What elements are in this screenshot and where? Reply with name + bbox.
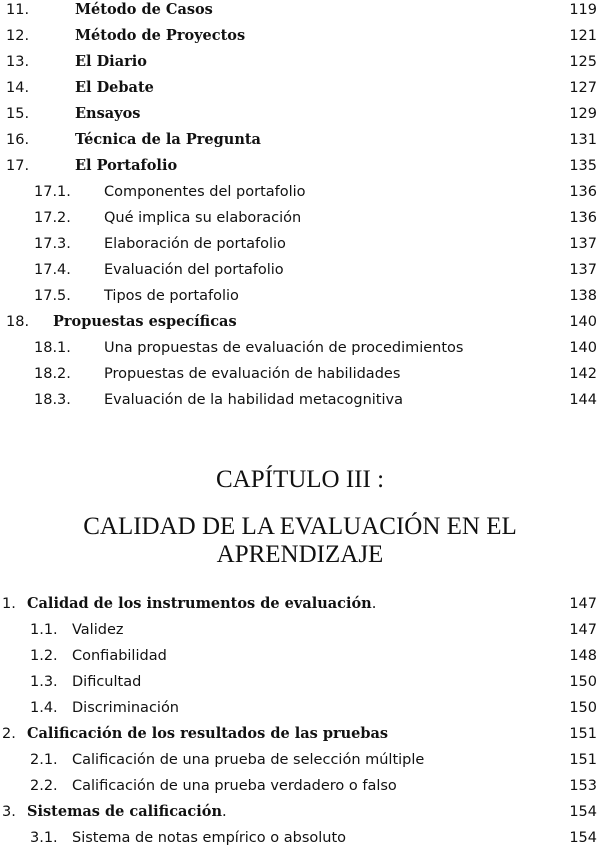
toc-title: Calificación de los resultados de las pruebas: [27, 725, 389, 742]
toc-page: 135: [569, 158, 597, 174]
toc-number: 16.: [6, 132, 30, 148]
toc-title: Propuestas específicas: [53, 313, 237, 330]
toc-title: [27, 799, 227, 825]
toc-number: 13.: [6, 54, 30, 70]
toc-page: 119: [569, 2, 597, 18]
toc-title: Evaluación de la habilidad metacognitiva: [104, 392, 403, 408]
toc-page: 131: [569, 132, 597, 148]
toc-row[interactable]: [0, 257, 600, 283]
toc-row[interactable]: [0, 695, 600, 721]
toc-title: Método de Proyectos: [75, 27, 246, 44]
toc-title: Propuestas de evaluación de habilidades: [104, 366, 401, 382]
toc-number: 17.1.: [34, 184, 71, 200]
toc-page: 147: [569, 622, 597, 638]
toc-row[interactable]: [0, 49, 600, 75]
toc-number: 17.4.: [34, 262, 71, 278]
toc-page: 137: [569, 262, 597, 278]
toc-title: Qué implica su elaboración: [104, 210, 302, 226]
toc-row[interactable]: [0, 617, 600, 643]
toc-page: 137: [569, 236, 597, 252]
toc-number: 2.1.: [30, 752, 58, 768]
toc-row[interactable]: [0, 643, 600, 669]
toc-number: 2.2.: [30, 778, 58, 794]
toc-row[interactable]: [0, 335, 600, 361]
toc-row[interactable]: [0, 361, 600, 387]
toc-number: 1.4.: [30, 700, 58, 716]
chapter-title-line: APRENDIZAJE: [216, 541, 384, 568]
toc-row[interactable]: [0, 205, 600, 231]
toc-title: Confiabilidad: [72, 648, 167, 664]
toc-row[interactable]: [0, 153, 600, 179]
toc-row[interactable]: [0, 75, 600, 101]
toc-number: 18.1.: [34, 340, 71, 356]
toc-page: 142: [569, 366, 597, 382]
toc-title: Validez: [72, 622, 124, 638]
toc-page: 125: [569, 54, 597, 70]
toc-row[interactable]: [0, 0, 600, 23]
toc-row[interactable]: [0, 747, 600, 773]
toc-title: El Diario: [75, 53, 147, 70]
toc-row[interactable]: [0, 387, 600, 413]
toc-title: Ensayos: [75, 105, 141, 122]
toc-title-suffix: .: [371, 596, 377, 612]
toc-number: 18.3.: [34, 392, 71, 408]
toc-number: 17.: [6, 158, 30, 174]
toc-row[interactable]: [0, 669, 600, 695]
toc-page: 136: [569, 184, 597, 200]
toc-page: 121: [569, 28, 597, 44]
chapter-label: CAPÍTULO III :: [215, 466, 385, 493]
toc-row[interactable]: [0, 101, 600, 127]
toc-title: El Portafolio: [75, 157, 178, 174]
toc-page: 150: [569, 700, 597, 716]
toc-title: [27, 591, 376, 617]
toc-row[interactable]: [0, 179, 600, 205]
toc-row[interactable]: [0, 799, 600, 825]
toc-page: 154: [569, 804, 597, 820]
toc-title: Calificación de una prueba verdadero o falso: [72, 778, 397, 794]
toc-number: 18.2.: [34, 366, 71, 382]
toc-row[interactable]: [0, 825, 600, 851]
toc-number: 17.2.: [34, 210, 71, 226]
toc-number: 15.: [6, 106, 30, 122]
toc-title: Técnica de la Pregunta: [75, 131, 261, 148]
toc-row[interactable]: [0, 309, 600, 335]
toc-page: 138: [569, 288, 597, 304]
toc-number: 1.2.: [30, 648, 58, 664]
toc-page: 147: [569, 596, 597, 612]
toc-title: Calificación de una prueba de selección múltiple: [72, 752, 425, 768]
toc-page: 150: [569, 674, 597, 690]
toc-title-text: Calidad de los instrumentos de evaluación: [27, 595, 372, 612]
toc-page: 148: [569, 648, 597, 664]
toc-page: 140: [569, 340, 597, 356]
toc-page: 127: [569, 80, 597, 96]
toc-number: 2.: [2, 726, 16, 742]
toc-page: 151: [569, 726, 597, 742]
toc-number: 17.5.: [34, 288, 71, 304]
toc-number: 14.: [6, 80, 30, 96]
toc-title-suffix: .: [222, 804, 227, 820]
toc-row[interactable]: [0, 721, 600, 747]
toc-row[interactable]: [0, 283, 600, 309]
toc-row[interactable]: [0, 231, 600, 257]
toc-title-text: Sistemas de calificación: [27, 803, 222, 820]
toc-number: 1.: [2, 596, 16, 612]
toc-page: 129: [569, 106, 597, 122]
toc-page: 136: [569, 210, 597, 226]
toc-row[interactable]: [0, 591, 600, 617]
toc-page: 153: [569, 778, 597, 794]
toc-number: 1.3.: [30, 674, 58, 690]
toc-number: 3.: [2, 804, 16, 820]
toc-title: El Debate: [75, 79, 154, 96]
toc-number: 11.: [6, 2, 30, 18]
toc-page: 151: [569, 752, 597, 768]
toc-row[interactable]: [0, 23, 600, 49]
toc-title: Evaluación del portafolio: [104, 262, 284, 278]
chapter-title: [0, 513, 600, 569]
toc-number: 3.1.: [30, 830, 58, 846]
chapter-title-line: CALIDAD DE LA EVALUACIÓN EN EL: [83, 513, 517, 540]
toc-title: Discriminación: [72, 700, 180, 716]
toc-page: 154: [569, 830, 597, 846]
toc-row[interactable]: [0, 127, 600, 153]
toc-number: 12.: [6, 28, 30, 44]
toc-title: Dificultad: [72, 674, 142, 690]
toc-title: Método de Casos: [75, 1, 213, 18]
toc-title: Elaboración de portafolio: [104, 236, 286, 252]
toc-title: Tipos de portafolio: [104, 288, 239, 304]
toc-number: 17.3.: [34, 236, 71, 252]
toc-title: Componentes del portafolio: [104, 184, 306, 200]
toc-number: 1.1.: [30, 622, 58, 638]
toc-title: Sistema de notas empírico o absoluto: [72, 830, 347, 846]
toc-page: 144: [569, 392, 597, 408]
toc-number: 18.: [6, 314, 30, 330]
toc-row[interactable]: [0, 773, 600, 799]
toc-page: 140: [569, 314, 597, 330]
toc-title: Una propuestas de evaluación de procedimientos: [104, 340, 464, 356]
